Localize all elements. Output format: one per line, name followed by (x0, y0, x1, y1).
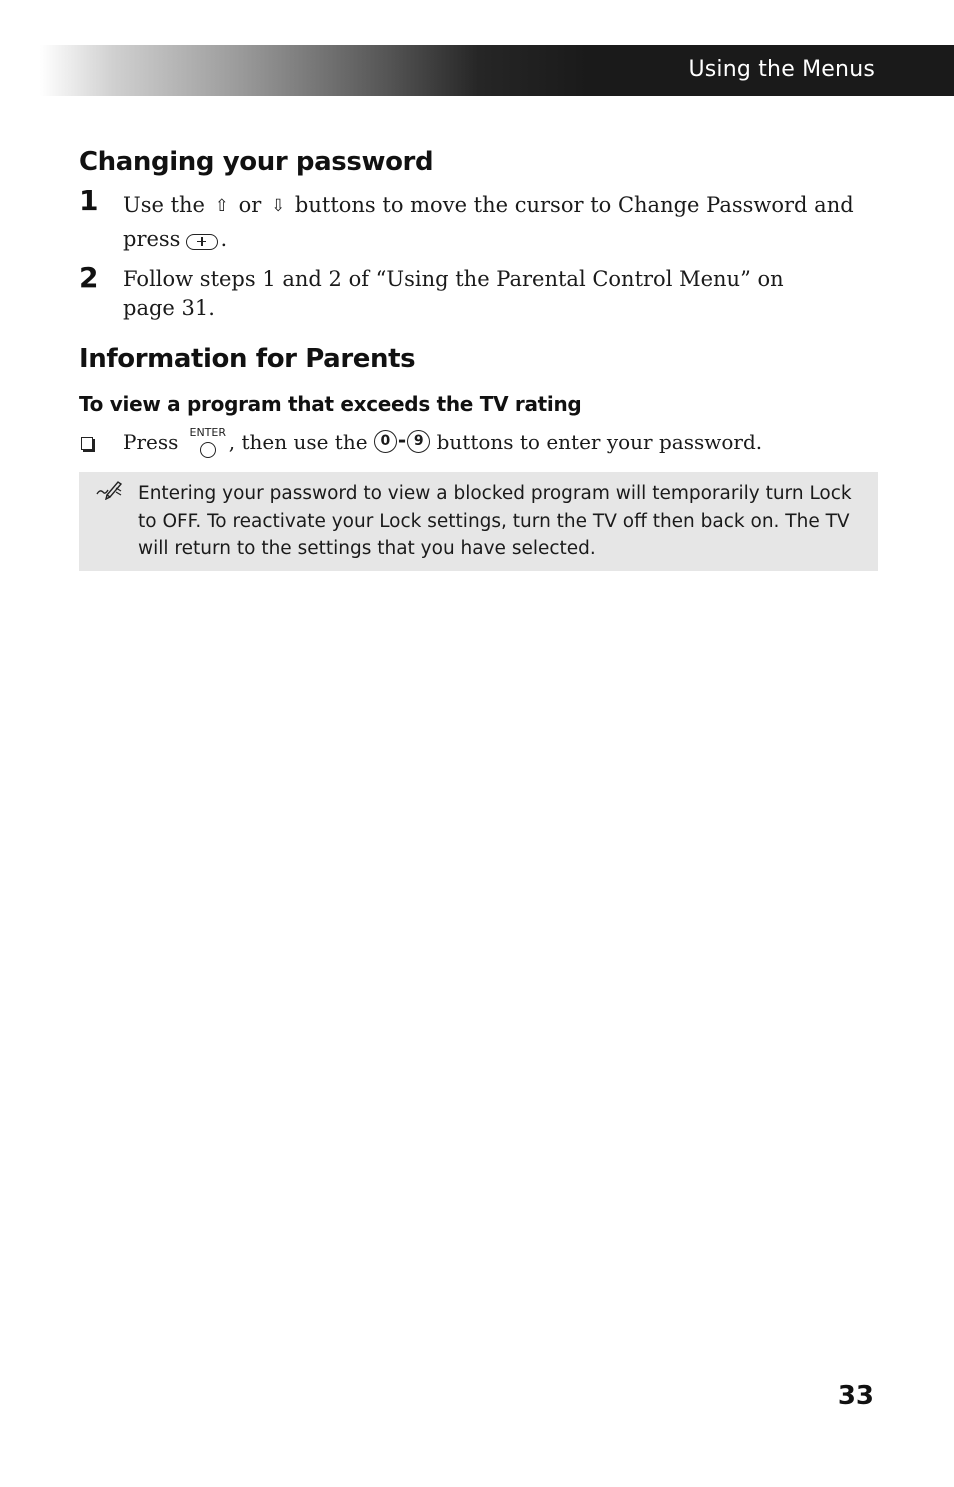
bullet-text (123, 426, 762, 458)
note-pencil-icon (94, 478, 124, 500)
step-number-1: 1 (79, 184, 99, 217)
number-key-0-icon: 0 (374, 430, 397, 453)
enter-circle-icon (200, 442, 216, 458)
step-number-2: 2 (79, 261, 99, 294)
section-heading-changing-password: Changing your password (79, 147, 434, 177)
step-1-text-b: or (238, 193, 262, 217)
step-1-text-d: . (220, 227, 228, 251)
subheading-view-program: To view a program that exceeds the TV rating (79, 392, 582, 416)
bullet-text-c: buttons to enter your password. (436, 430, 763, 454)
step-2-text: Follow steps 1 and 2 of “Using the Parental Control Menu” on page 31. (123, 267, 784, 320)
enter-key-label: ENTER (189, 426, 226, 439)
bullet-text-b: , then use the (228, 430, 368, 454)
step-1-text (123, 189, 863, 255)
note-text: Entering your password to view a blocked program will temporarily turn Lock to OFF. To reactivate your Lock settings, turn the TV off then back on. The TV will return to the settings that you have selected. (138, 483, 852, 559)
page-number: 33 (837, 1381, 874, 1411)
key-range-dash: - (397, 428, 407, 452)
enter-key-icon (187, 426, 229, 458)
up-arrow-icon: ⇧ (214, 196, 229, 216)
header-title: Using the Menus (688, 57, 875, 82)
bullet-checkbox-icon (81, 437, 93, 450)
down-arrow-icon: ⇩ (270, 196, 286, 216)
bullet-text-a: Press (123, 430, 179, 454)
number-key-9-icon: 9 (407, 430, 430, 453)
enter-button-icon (186, 234, 218, 250)
step-1-text-a: Use the (123, 193, 205, 217)
step-1-text-c: buttons to move the cursor to Change Password and press (123, 193, 854, 251)
section-heading-information-for-parents: Information for Parents (79, 344, 416, 374)
